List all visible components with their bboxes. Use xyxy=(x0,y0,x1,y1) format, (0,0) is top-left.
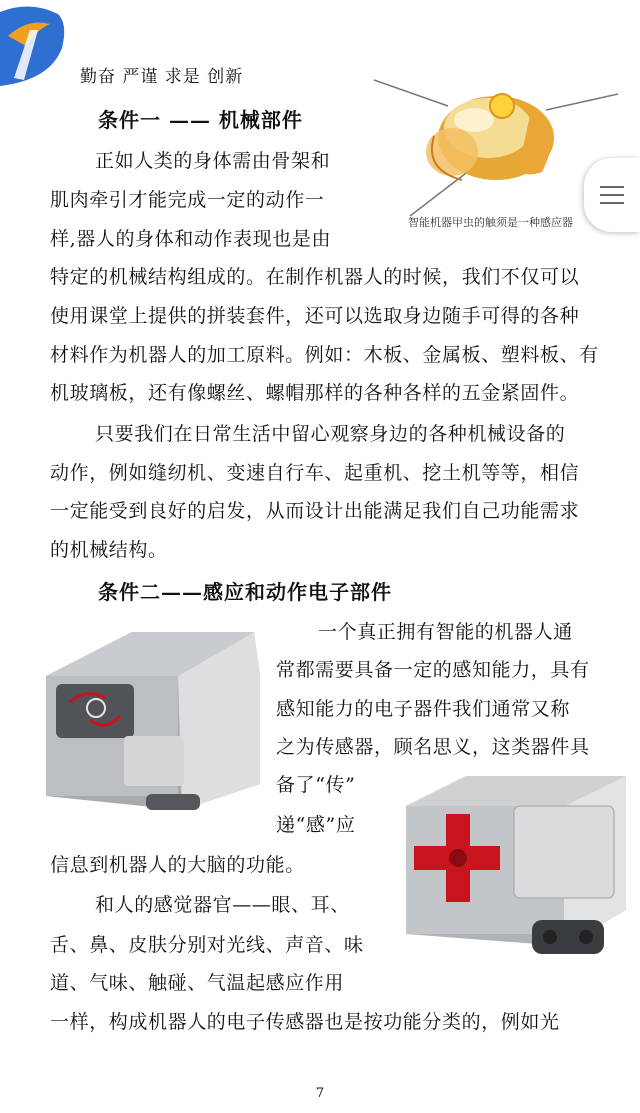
paragraph-line: 的机械结构。 xyxy=(50,539,168,561)
paragraph-line: 正如人类的身体需由骨架和 xyxy=(95,150,331,172)
paragraph-line: 材料作为机器人的加工原料。例如：木板、金属板、塑料板、有 xyxy=(50,344,599,366)
school-logo xyxy=(0,0,72,88)
image-caption: 智能机器甲虫的触须是一种感应器 xyxy=(408,216,573,229)
paragraph-line: 一个真正拥有智能的机器人通 xyxy=(318,621,573,643)
paragraph-line: 样,器人的身体和动作表现也是由 xyxy=(50,228,332,250)
paragraph-line: 机玻璃板，还有像螺丝、螺帽那样的各种各样的五金紧固件。 xyxy=(50,382,580,404)
paragraph-line: 一样，构成机器人的电子传感器也是按功能分类的，例如光 xyxy=(50,1011,560,1033)
paragraph-line: 道、气味、触碰、气温起感应作用 xyxy=(50,972,345,994)
paragraph-line: 和人的感觉器官——眼、耳、 xyxy=(95,894,350,916)
menu-icon xyxy=(600,185,624,205)
paragraph-line: 常都需要具备一定的感知能力，具有 xyxy=(276,659,590,681)
paragraph-line: 只要我们在日常生活中留心观察身边的各种机械设备的 xyxy=(95,423,566,445)
paragraph-line: 一定能受到良好的启发，从而设计出能满足我们自己功能需求 xyxy=(50,500,580,522)
touch-sensor-image xyxy=(400,770,634,964)
paragraph-line: 使用课堂上提供的拼装套件，还可以选取身边随手可得的各种 xyxy=(50,305,580,327)
paragraph-line: 动作，例如缝纫机、变速自行车、起重机、挖土机等等，相信 xyxy=(50,462,580,484)
section-2-heading: 条件二——感应和动作电子部件 xyxy=(98,580,392,604)
paragraph-line: 信息到机器人的大脑的功能。 xyxy=(50,854,305,876)
paragraph-line: 感知能力的电子器件我们通常又称 xyxy=(276,698,571,720)
paragraph-line: 备了“传” xyxy=(276,774,356,796)
paragraph-line: 递“感”应 xyxy=(276,814,356,836)
page-number: 7 xyxy=(315,1086,325,1101)
menu-button[interactable] xyxy=(584,158,640,232)
paragraph-line: 之为传感器，顾名思义，这类器件具 xyxy=(276,736,590,758)
color-sensor-image xyxy=(46,624,268,816)
paragraph-line: 舌、鼻、皮肤分别对光线、声音、味 xyxy=(50,934,364,956)
motto: 勤奋 严谨 求是 创新 xyxy=(80,67,244,87)
paragraph-line: 特定的机械结构组成的。在制作机器人的时候，我们不仅可以 xyxy=(50,266,580,288)
paragraph-line: 肌肉牵引才能完成一定的动作一 xyxy=(50,189,325,211)
section-1-heading: 条件一 —— 机械部件 xyxy=(98,108,303,132)
